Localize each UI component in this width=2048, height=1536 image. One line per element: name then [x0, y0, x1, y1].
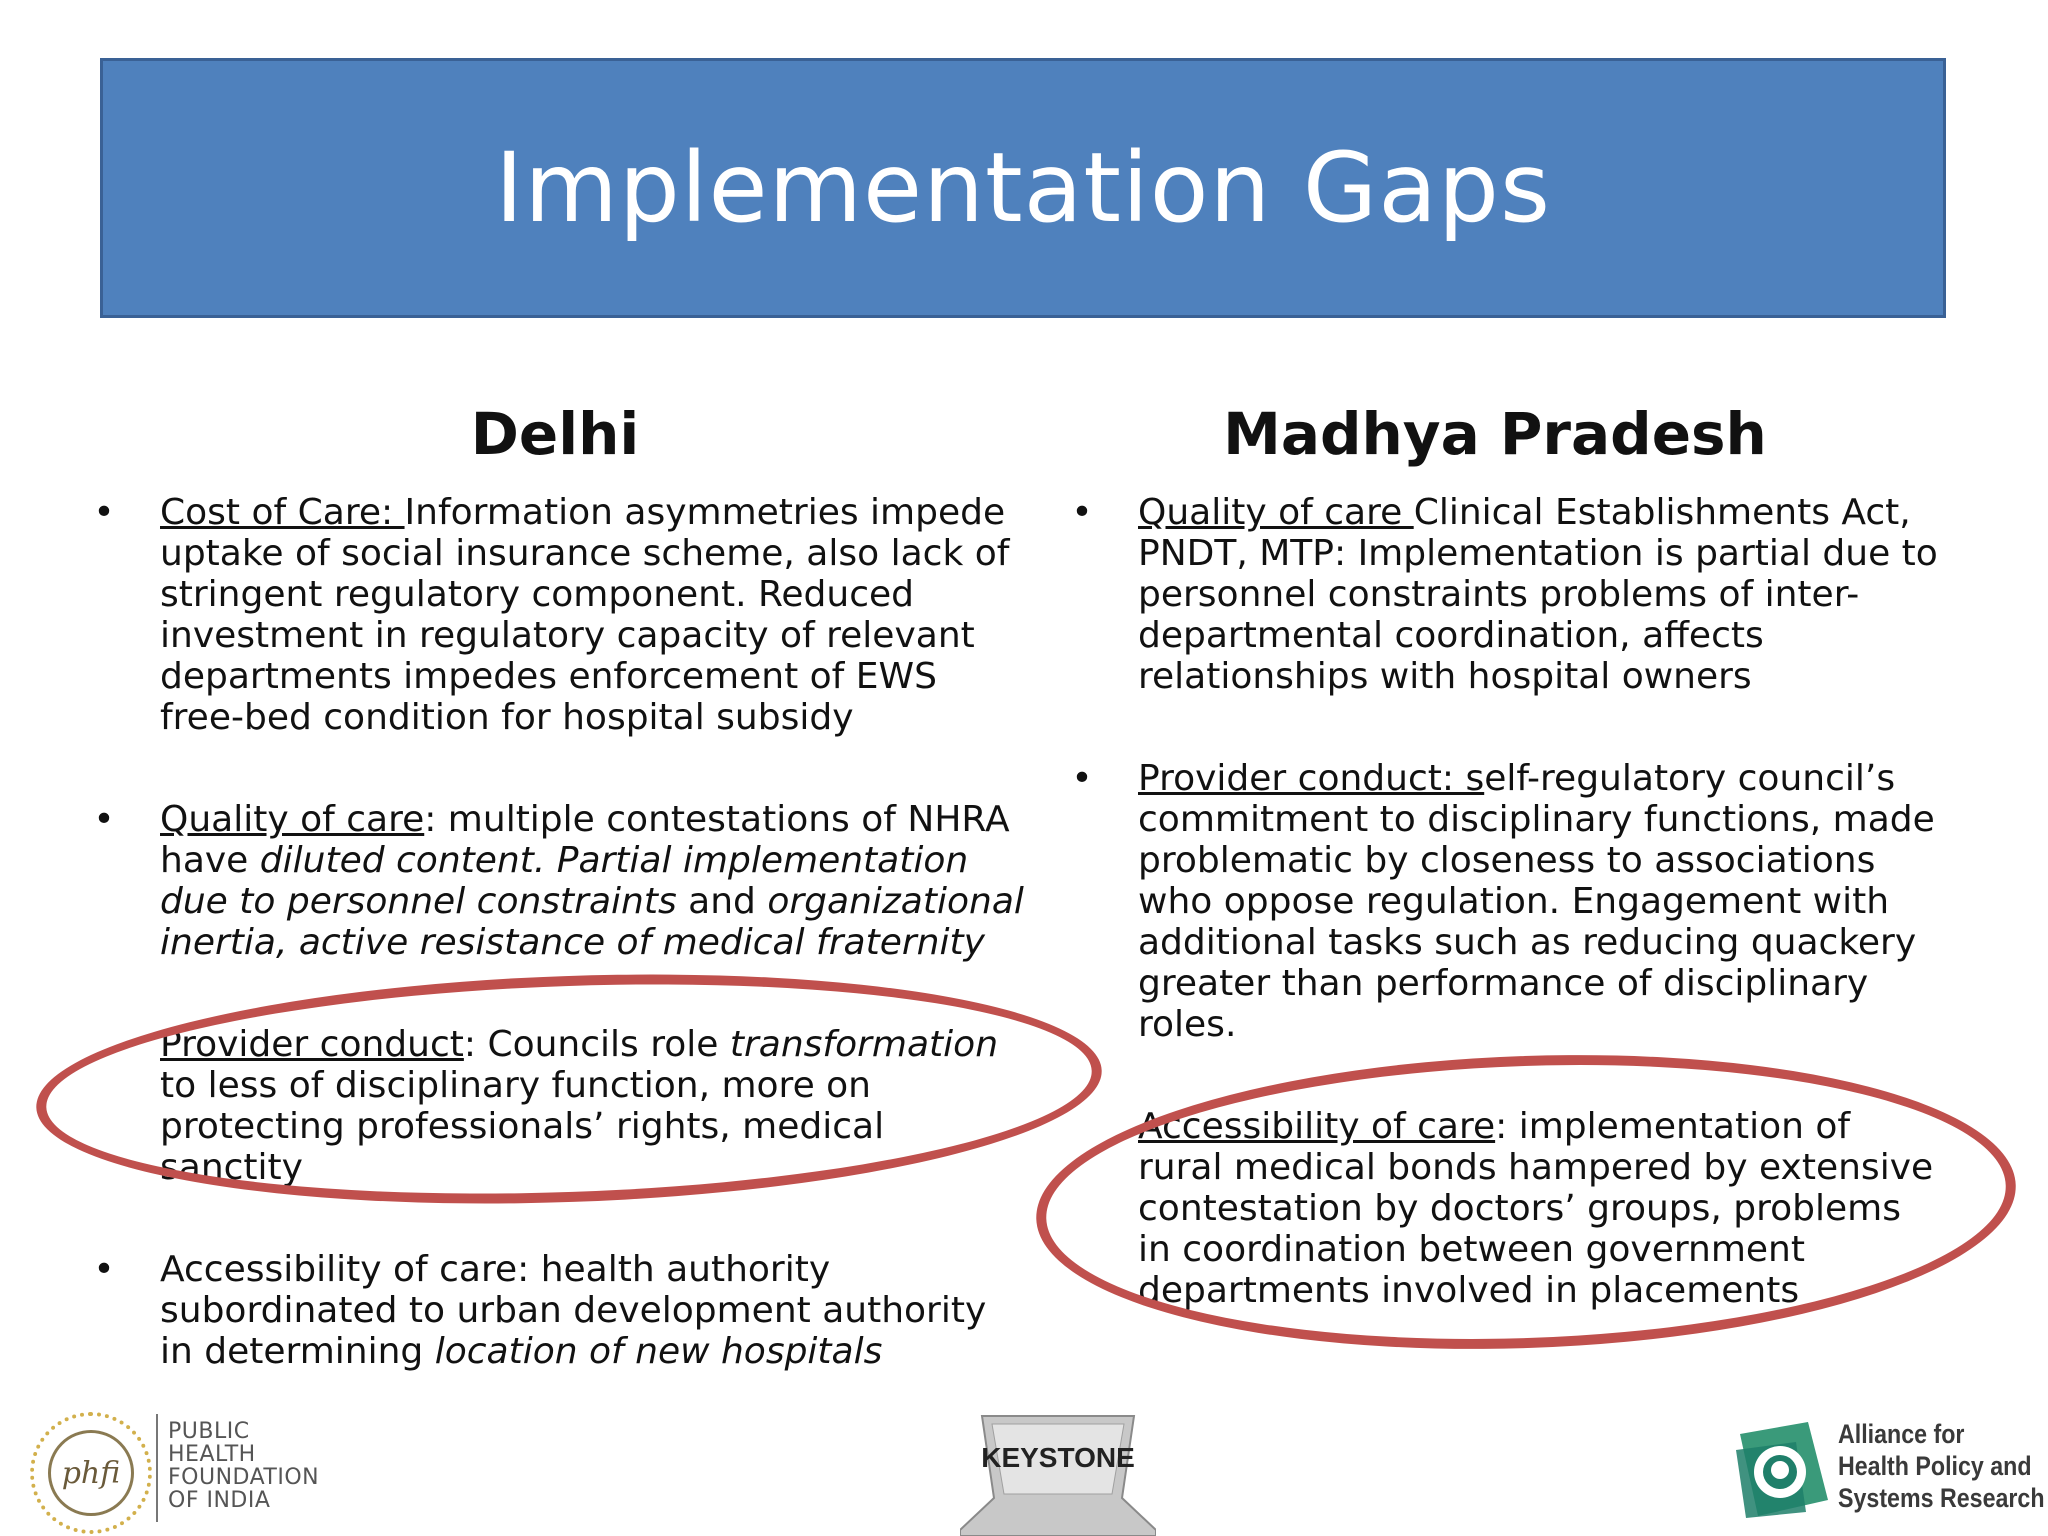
bullet-dot: • — [93, 492, 115, 533]
phfi-logo — [20, 1408, 340, 1526]
bullet-label: Cost of Care: — [160, 492, 405, 533]
madhya-pradesh-heading: Madhya Pradesh — [1223, 400, 1767, 468]
bullet-label: Provider conduct — [160, 1024, 464, 1065]
bullet-dot: • — [1071, 492, 1093, 533]
delhi-quality-of-care-item — [60, 799, 1030, 963]
phfi-monogram: phfi — [48, 1430, 134, 1516]
delhi-heading: Delhi — [470, 400, 640, 468]
alliance-name-line: Alliance for — [1838, 1419, 1965, 1449]
keystone-label: KEYSTONE — [981, 1442, 1135, 1473]
bullet-text: Clinical Establishments Act, PNDT, MTP: Implementation is partial due to personnel constraints problems of inter-departmental coordination, affects relationships with hospital owners — [1138, 492, 1938, 697]
phfi-name-line: HEALTH — [168, 1442, 256, 1467]
bullet-italic-text: location of new hospitals — [434, 1331, 883, 1372]
phfi-name-line: FOUNDATION — [168, 1465, 320, 1490]
bullet-label: Provider conduct: s — [1138, 758, 1485, 799]
delhi-cost-of-care-item — [60, 492, 1030, 738]
phfi-name-line: OF INDIA — [168, 1488, 271, 1513]
bullet-text: and — [676, 881, 768, 922]
bullet-italic-text: organizational inertia, active resistance of medical fraternity — [160, 881, 1024, 963]
bullet-italic-text: transformation — [729, 1024, 999, 1065]
bullet-dot: • — [93, 1249, 115, 1290]
mp-quality-of-care-item — [1038, 492, 1938, 697]
alliance-name-line: Health Policy and — [1838, 1451, 2032, 1481]
phfi-name-line: PUBLIC — [168, 1419, 250, 1444]
alliance-name — [1838, 1418, 2045, 1514]
bullet-text: Information asymmetries impede uptake of social insurance scheme, also lack of stringent regulatory component. Reduced investment in regulatory capacity of relevant departments impedes enforcement of EWS free-bed condition for hospital subsidy — [160, 492, 1010, 738]
bullet-label: Accessibility of care — [1138, 1106, 1496, 1147]
bullet-text: elf-regulatory council’s commitment to disciplinary functions, made problematic by closeness to associations who oppose regulation. Engagement with additional tasks such as reducing quackery greater than performance of disciplinary roles. — [1138, 758, 1935, 1045]
mp-provider-conduct-item — [1038, 758, 1938, 1045]
delhi-bullet-list — [60, 492, 1030, 1372]
bullet-dot: • — [1071, 758, 1093, 799]
bullet-dot: • — [93, 799, 115, 840]
bullet-label: Quality of care — [1138, 492, 1414, 533]
mp-accessibility-item — [1038, 1106, 1938, 1311]
bullet-text: : implementation of rural medical bonds hampered by extensive contestation by doctors’ groups, problems in coordination between government departments involved in placements — [1138, 1106, 1934, 1311]
bullet-text: to less of disciplinary function, more on protecting professionals’ rights, medical sanctity — [160, 1065, 885, 1188]
bullet-italic-text: diluted content. Partial implementation due to personnel constraints — [160, 840, 969, 922]
alliance-mark-icon — [1736, 1420, 1832, 1520]
bullet-text: Accessibility of care: health authority subordinated to urban development authority in determining — [160, 1249, 987, 1372]
bullet-text: : multiple contestations of NHRA have — [160, 799, 1010, 881]
alliance-name-line: Systems Research — [1838, 1483, 2045, 1513]
phfi-divider — [156, 1414, 158, 1522]
keystone-logo — [960, 1412, 1156, 1536]
delhi-provider-conduct-item — [60, 1024, 1030, 1188]
phfi-name — [168, 1420, 319, 1512]
keystone-shape-icon — [960, 1412, 1156, 1536]
title-bar — [100, 58, 1946, 318]
slide-title: Implementation Gaps — [495, 132, 1551, 244]
delhi-accessibility-item — [60, 1249, 1030, 1372]
alliance-logo — [1736, 1412, 2045, 1530]
bullet-text: : Councils role — [463, 1024, 730, 1065]
bullet-label: Quality of care — [160, 799, 425, 840]
madhya-pradesh-bullet-list — [1038, 492, 1938, 1311]
